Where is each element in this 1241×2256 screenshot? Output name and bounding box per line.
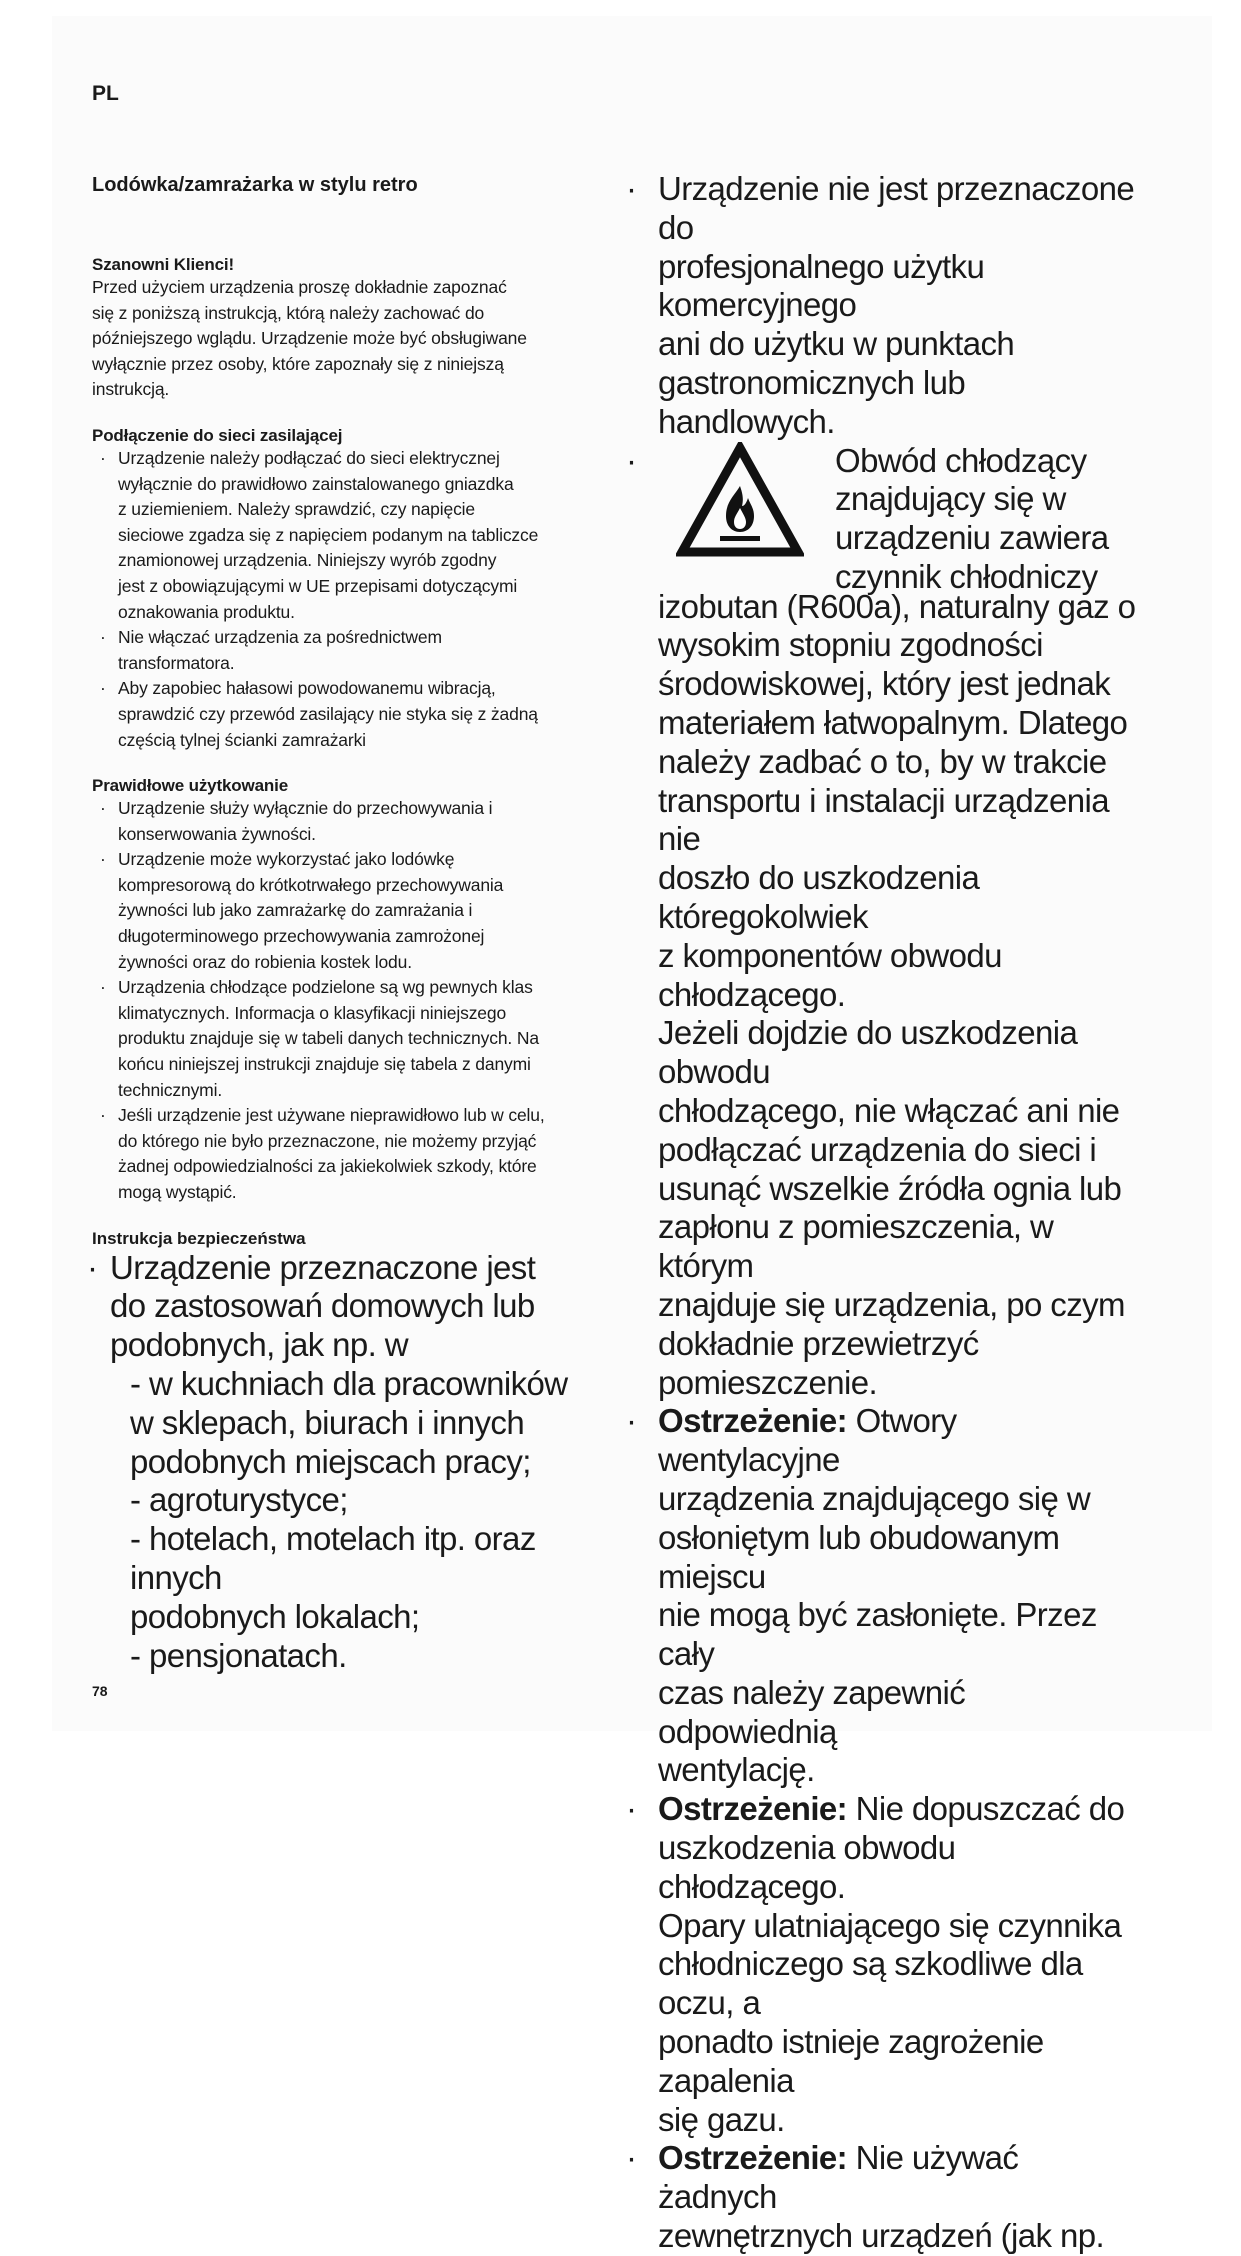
greeting-line: instrukcją. bbox=[92, 379, 170, 400]
list-item: · Jeśli urządzenie jest używane nieprawidłowo lub w celu, do którego nie było przeznaczone, nie możemy przyjąć żadnej odpowiedzialności za jakiekolwiek szkody, które mogą wystąpić. bbox=[92, 1103, 592, 1205]
sub-line: - hotelach, motelach itp. oraz innych bbox=[130, 1520, 536, 1596]
power-section bbox=[92, 425, 592, 753]
greeting-heading: Szanowni Klienci! bbox=[92, 255, 234, 274]
bullet-line: do zastosowań domowych lub bbox=[110, 1287, 535, 1325]
bullet-line: konserwowania żywności. bbox=[118, 823, 316, 844]
bullet-line: Opary ulatniającego się czynnika bbox=[658, 1906, 1122, 1944]
bullet-line: nie mogą być zasłonięte. Przez cały bbox=[658, 1596, 1097, 1673]
greeting-line: wyłącznie przez osoby, które zapoznały się z niniejszą bbox=[92, 353, 504, 374]
page-number: 78 bbox=[92, 1683, 108, 1699]
bullet-line: częścią tylnej ścianki zamrażarki bbox=[118, 729, 366, 750]
bullet-line: klimatycznych. Informacja o klasyfikacji niniejszego bbox=[118, 1002, 507, 1023]
bullet-line: usunąć wszelkie źródła ognia lub bbox=[658, 1169, 1122, 1207]
bullet-line: znajduje się urządzenia, po czym bbox=[658, 1285, 1125, 1323]
bullet-line: urządzeniu zawiera bbox=[835, 519, 1109, 557]
bullet-line: znamionowej urządzenia. Niniejszy wyrób zgodny bbox=[118, 550, 497, 571]
sub-line: w sklepach, biurach i innych bbox=[130, 1403, 525, 1441]
bullet-line: czynnik chłodniczy bbox=[835, 557, 1098, 595]
greeting-section bbox=[92, 254, 592, 403]
bullet-line: Otwory wentylacyjne bbox=[658, 1402, 957, 1479]
bullet-line: wysokim stopniu zgodności bbox=[658, 626, 1043, 664]
sub-line: - pensjonatach. bbox=[130, 1636, 347, 1674]
list-item: · Aby zapobiec hałasowi powodowanemu wibracją, sprawdzić czy przewód zasilający nie styka się z żadną częścią tylnej ścianki zamrażarki bbox=[92, 676, 592, 753]
right-column bbox=[626, 170, 1140, 2256]
bullet-line: ani do użytku w punktach bbox=[658, 325, 1015, 363]
list-item: · Obwód chłodzący znajdujący się w urządzeniu zawiera czynnik chłodniczy izobutan (R600a), naturalny gaz o wysokim stopniu zgodności środowiskowej, który jest jednak materiałem łatwopalnym. Dlatego należy zadbać o to, by w trakcie transportu i instalacji urządzenia nie doszło do uszkodzenia któregokolwiek z komponentów obwodu chłodzącego. Jeżeli dojdzie do uszkodzenia obwodu chłodzącego, nie włączać ani nie podłączać urządzenia do sieci i usunąć wszelkie źródła ognia lub zapłonu z pomieszczenia, w którym znajduje się urządzenia, po czym dokładnie przewietrzyć pomieszczenie. bbox=[640, 442, 1140, 1403]
bullet-line: izobutan (R600a), naturalny gaz o bbox=[658, 587, 1136, 625]
bullet-line: dokładnie przewietrzyć bbox=[658, 1324, 979, 1362]
bullet-line: się gazu. bbox=[658, 2100, 785, 2138]
bullet-line: mogą wystąpić. bbox=[118, 1182, 237, 1202]
bullet-line: środowiskowej, który jest jednak bbox=[658, 665, 1111, 703]
flammable-warning-icon bbox=[676, 442, 804, 560]
document-title: Lodówka/zamrażarka w stylu retro bbox=[92, 174, 418, 196]
list-item: · Urządzenie należy podłączać do sieci elektrycznej wyłącznie do prawidłowo zainstalowanego gniazdka z uziemieniem. Należy sprawdzić, czy napięcie sieciowe zgadza się z napięciem podanym na tabliczce znamionowej urządzenia. Niniejszy wyrób zgodny jest z obowiązującymi w UE przepisami dotyczącymi oznakowania produktu. bbox=[92, 446, 592, 625]
bullet-line: Urządzenie może wykorzystać jako lodówkę bbox=[118, 849, 455, 870]
bullet-line: żadnej odpowiedzialności za jakiekolwiek szkody, które bbox=[118, 1156, 537, 1177]
bullet-line: z komponentów obwodu chłodzącego. bbox=[658, 936, 1002, 1013]
bullet-line: z uziemieniem. Należy sprawdzić, czy napięcie bbox=[118, 499, 475, 520]
warning-label: Ostrzeżenie: bbox=[658, 1790, 848, 1828]
bullet-line: Jeśli urządzenie jest używane nieprawidłowo lub w celu, bbox=[118, 1105, 545, 1126]
list-item: · Urządzenia chłodzące podzielone są wg pewnych klas klimatycznych. Informacja o klasyfikacji niniejszego produktu znajduje się w tabeli danych technicznych. Na końcu niniejszej instrukcji znajduje się tabela z danymi technicznymi. bbox=[92, 975, 592, 1103]
sub-line: podobnych miejscach pracy; bbox=[130, 1442, 531, 1480]
bullet-line: Nie używać żadnych bbox=[658, 2139, 1019, 2216]
greeting-line: późniejszego wglądu. Urządzenie może być obsługiwane bbox=[92, 328, 527, 349]
greeting-line: się z poniższą instrukcją, którą należy zachować do bbox=[92, 302, 485, 323]
bullet-line: chłodzącego, nie włączać ani nie bbox=[658, 1091, 1120, 1129]
bullet-line: zapłonu z pomieszczenia, w którym bbox=[658, 1208, 1054, 1285]
bullet-line: materiałem łatwopalnym. Dlatego bbox=[658, 703, 1128, 741]
bullet-line: podobnych, jak np. w bbox=[110, 1326, 409, 1364]
bullet-line: podłączać urządzenia do sieci i bbox=[658, 1130, 1097, 1168]
language-code: PL bbox=[92, 82, 119, 105]
list-item: · Urządzenie może wykorzystać jako lodówkę kompresorową do krótkotrwałego przechowywania żywności lub jako zamrażarkę do zamrażania i długoterminowego przechowywania zamrożonej żywności oraz do robienia kostek lodu. bbox=[92, 847, 592, 975]
bullet-line: osłoniętym lub obudowanym miejscu bbox=[658, 1518, 1060, 1595]
bullet-line: Aby zapobiec hałasowi powodowanemu wibracją, bbox=[118, 678, 496, 699]
bullet-line: wyłącznie do prawidłowo zainstalowanego gniazdka bbox=[118, 473, 514, 494]
bullet-line: zewnętrznych urządzeń (jak np. bbox=[658, 2217, 1105, 2255]
warning-label: Ostrzeżenie: bbox=[658, 2139, 848, 2177]
bullet-line: produktu znajduje się w tabeli danych technicznych. Na bbox=[118, 1028, 539, 1049]
usage-section bbox=[92, 775, 592, 1206]
bullet-line: Nie dopuszczać do bbox=[855, 1790, 1125, 1828]
bullet-line: sieciowe zgadza się z napięciem podanym na tabliczce bbox=[118, 524, 539, 545]
list-item: · Nie włączać urządzenia za pośrednictwem transformatora. bbox=[92, 625, 592, 676]
bullet-line: transportu i instalacji urządzenia nie bbox=[658, 781, 1110, 858]
bullet-line: Jeżeli dojdzie do uszkodzenia obwodu bbox=[658, 1014, 1078, 1091]
bullet-line: ponadto istnieje zagrożenie zapalenia bbox=[658, 2023, 1044, 2099]
bullet-line: kompresorową do krótkotrwałego przechowywania bbox=[118, 874, 504, 895]
sub-line: - w kuchniach dla pracowników bbox=[130, 1364, 568, 1402]
bullet-line: Urządzenia chłodzące podzielone są wg pewnych klas bbox=[118, 977, 533, 998]
bullet-line: jest z obowiązującymi w UE przepisami dotyczącymi bbox=[118, 575, 518, 596]
bullet-line: żywności lub jako zamrażarkę do zamrażania i bbox=[118, 900, 473, 921]
bullet-line: Urządzenie przeznaczone jest bbox=[110, 1248, 536, 1286]
bullet-line: długoterminowego przechowywania zamrożonej bbox=[118, 926, 485, 947]
list-item: · Ostrzeżenie: Nie używać żadnych zewnętrznych urządzeń (jak np. bbox=[640, 2139, 1140, 2255]
list-item: · Ostrzeżenie: Otwory wentylacyjne urządzenia znajdującego się w osłoniętym lub obudowanym miejscu nie mogą być zasłonięte. Przez cały czas należy zapewnić odpowiednią wentylację. bbox=[640, 1402, 1140, 1790]
left-column bbox=[87, 172, 592, 1675]
bullet-line: końcu niniejszej instrukcji znajduje się tabela z danymi bbox=[118, 1054, 531, 1075]
list-item: · Urządzenie przeznaczone jest do zastosowań domowych lub podobnych, jak np. w bbox=[92, 1249, 592, 1365]
sub-list bbox=[92, 1365, 592, 1675]
greeting-line: Przed użyciem urządzenia proszę dokładnie zapoznać bbox=[92, 277, 507, 297]
bullet-line: Urządzenie służy wyłącznie do przechowywania i bbox=[118, 798, 493, 819]
safety-heading: Instrukcja bezpieczeństwa bbox=[92, 1228, 306, 1248]
bullet-line: transformatora. bbox=[118, 652, 235, 673]
bullet-line: chłodniczego są szkodliwe dla oczu, a bbox=[658, 1945, 1083, 2022]
bullet-line: urządzenia znajdującego się w bbox=[658, 1479, 1091, 1517]
sub-line: - agroturystyce; bbox=[130, 1481, 348, 1519]
bullet-line: oznakowania produktu. bbox=[118, 601, 295, 622]
bullet-line: sprawdzić czy przewód zasilający nie styka się z żadną bbox=[118, 703, 538, 724]
bullet-line: gastronomicznych lub handlowych. bbox=[658, 363, 966, 440]
bullet-line: profesjonalnego użytku komercyjnego bbox=[658, 247, 985, 324]
bullet-line: Obwód chłodzący bbox=[835, 441, 1087, 479]
bullet-line: doszło do uszkodzenia któregokolwiek bbox=[658, 859, 980, 935]
bullet-line: czas należy zapewnić odpowiednią bbox=[658, 1673, 966, 1750]
safety-section bbox=[87, 1228, 592, 1676]
power-heading: Podłączenie do sieci zasilającej bbox=[92, 425, 343, 445]
sub-line: podobnych lokalach; bbox=[130, 1597, 420, 1635]
list-item: · Urządzenie nie jest przeznaczone do profesjonalnego użytku komercyjnego ani do użytku w punktach gastronomicznych lub handlowych. bbox=[640, 170, 1140, 442]
list-item: · Urządzenie służy wyłącznie do przechowywania i konserwowania żywności. bbox=[92, 796, 592, 847]
bullet-line: Nie włączać urządzenia za pośrednictwem bbox=[118, 627, 442, 648]
bullet-line: należy zadbać o to, by w trakcie bbox=[658, 742, 1107, 780]
bullet-line: Urządzenie należy podłączać do sieci elektrycznej bbox=[118, 447, 500, 468]
bullet-line: do którego nie było przeznaczone, nie możemy przyjąć bbox=[118, 1130, 537, 1151]
bullet-line: Urządzenie nie jest przeznaczone do bbox=[658, 170, 1135, 246]
bullet-line: uszkodzenia obwodu chłodzącego. bbox=[658, 1829, 956, 1905]
bullet-line: technicznymi. bbox=[118, 1079, 223, 1100]
bullet-line: żywności oraz do robienia kostek lodu. bbox=[118, 951, 412, 972]
usage-heading: Prawidłowe użytkowanie bbox=[92, 776, 289, 796]
bullet-line: znajdujący się w bbox=[835, 480, 1066, 518]
warning-label: Ostrzeżenie: bbox=[658, 1402, 848, 1440]
bullet-line: pomieszczenie. bbox=[658, 1363, 878, 1401]
bullet-line: wentylację. bbox=[658, 1751, 815, 1789]
list-item: · Ostrzeżenie: Nie dopuszczać do uszkodzenia obwodu chłodzącego. Opary ulatniającego się czynnika chłodniczego są szkodliwe dla oczu, a ponadto istnieje zagrożenie zapalenia się gazu. bbox=[640, 1790, 1140, 2139]
